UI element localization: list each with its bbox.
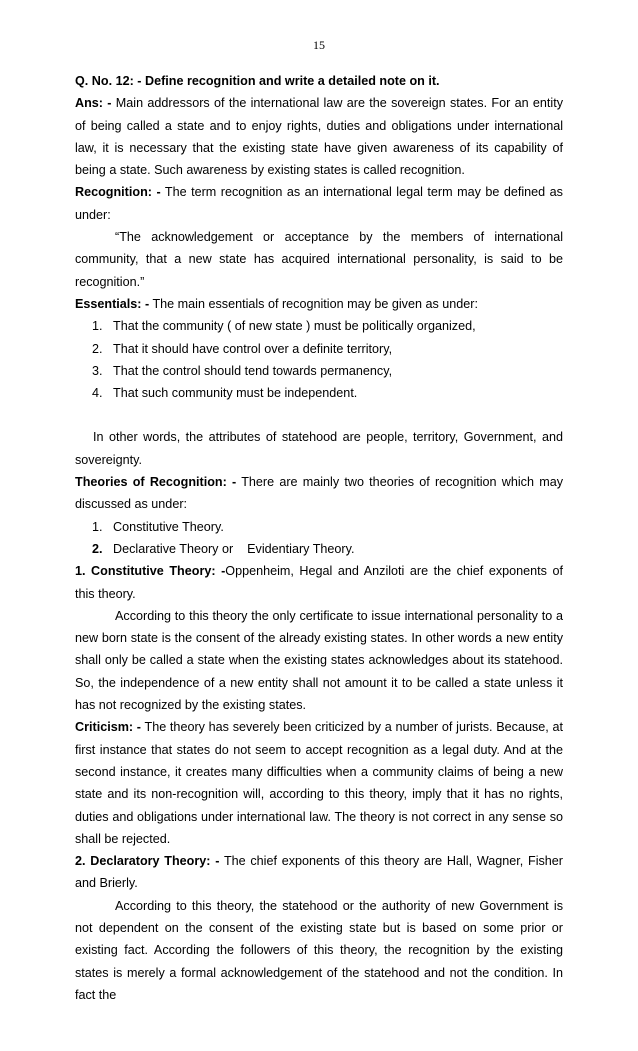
list-item: [75, 338, 563, 360]
constitutive-paragraph: [75, 560, 563, 605]
answer-label: Ans: -: [75, 96, 112, 111]
list-item-text: That the control should tend towards permanency,: [113, 363, 393, 378]
recognition-quote: “The acknowledgement or acceptance by the members of international community, that a new state has acquired international personality, is said to be recognition.”: [75, 230, 563, 289]
list-item: [75, 538, 563, 560]
theories-list: [75, 516, 563, 561]
constitutive-text: Oppenheim, Hegal and Anziloti are the chief exponents of this theory.: [75, 564, 563, 601]
list-item-text: Declarative Theory or Evidentiary Theory.: [113, 541, 355, 556]
constitutive-body: According to this theory the only certificate to issue international personality to a new born state is the consent of the already existing states. In other words a new entity shall only be called a state when the existing states acknowledges about its statehood. So, the independence of a new entity shall not amount it to be called a state unless it has not recognized by the existing states.: [75, 608, 563, 713]
criticism-text: The theory has severely been criticized by a number of jurists. Because, at first instance that states do not seem to accept recognition as a legal duty. And at the second instance, it creates many difficulties when a community claims of being a new state and its non-recognition will, according to this theory, imply that it has no rights, duties and obligations under international law. The theory is not correct in any sense so shall be rejected.: [75, 720, 563, 846]
other-words-paragraph: In other words, the attributes of statehood are people, territory, Government, and sovereignty.: [75, 430, 563, 467]
list-item-text: That it should have control over a definite territory,: [113, 341, 393, 356]
recognition-text: The term recognition as an international legal term may be defined as under:: [75, 185, 563, 222]
answer-text: Main addressors of the international law are the sovereign states. For an entity of being called a state and to enjoy rights, duties and obligations under international law, it is necessary that the existing state have given awareness of its capability of being a state. Such awareness by existing states is called recognition.: [75, 96, 564, 178]
declaratory-paragraph: [75, 850, 563, 895]
declaratory-body: According to this theory, the statehood or the authority of new Government is not dependent on the consent of the existing state but is based on some prior or existing fact. According the followers of this theory, the recognition by the existing states is merely a formal acknowledgement of the statehood and not the condition. In fact the: [75, 898, 563, 1002]
document-body: [75, 70, 563, 1006]
list-item-number: 1.: [92, 319, 103, 334]
essentials-paragraph: [75, 293, 563, 315]
criticism-paragraph: [75, 716, 563, 850]
essentials-list: [75, 315, 563, 404]
theories-text: There are mainly two theories of recognition which may discussed as under:: [75, 475, 563, 512]
list-item-number: 4.: [92, 386, 103, 401]
paragraph-spacer: [75, 404, 563, 426]
essentials-text: The main essentials of recognition may be given as under:: [149, 296, 478, 311]
list-item-number: 1.: [92, 519, 103, 534]
recognition-label: Recognition: -: [75, 185, 161, 200]
page-number: 15: [313, 38, 325, 52]
list-item-number: 2.: [92, 541, 103, 556]
list-item: [75, 315, 563, 337]
declaratory-label: 2. Declaratory Theory: -: [75, 854, 220, 869]
theories-paragraph: [75, 471, 563, 516]
criticism-label: Criticism: -: [75, 720, 142, 735]
list-item-text: That such community must be independent.: [113, 386, 358, 401]
list-item: [75, 360, 563, 382]
list-item: [75, 382, 563, 404]
declaratory-text: The chief exponents of this theory are Hall, Wagner, Fisher and Brierly.: [75, 854, 563, 891]
essentials-label: Essentials: -: [75, 296, 150, 311]
question-label: Q. No. 12: - Define recognition and write a detailed note on it.: [75, 74, 440, 88]
theories-label: Theories of Recognition: -: [75, 475, 237, 490]
list-item-text: Constitutive Theory.: [113, 519, 224, 534]
list-item: [75, 516, 563, 538]
list-item-number: 2.: [92, 341, 103, 356]
question-heading: [75, 70, 563, 92]
constitutive-label: 1. Constitutive Theory: -: [75, 564, 226, 579]
answer-paragraph: [75, 92, 563, 181]
recognition-paragraph: [75, 181, 563, 226]
list-item-number: 3.: [92, 363, 103, 378]
list-item-text: That the community ( of new state ) must be politically organized,: [113, 319, 476, 334]
